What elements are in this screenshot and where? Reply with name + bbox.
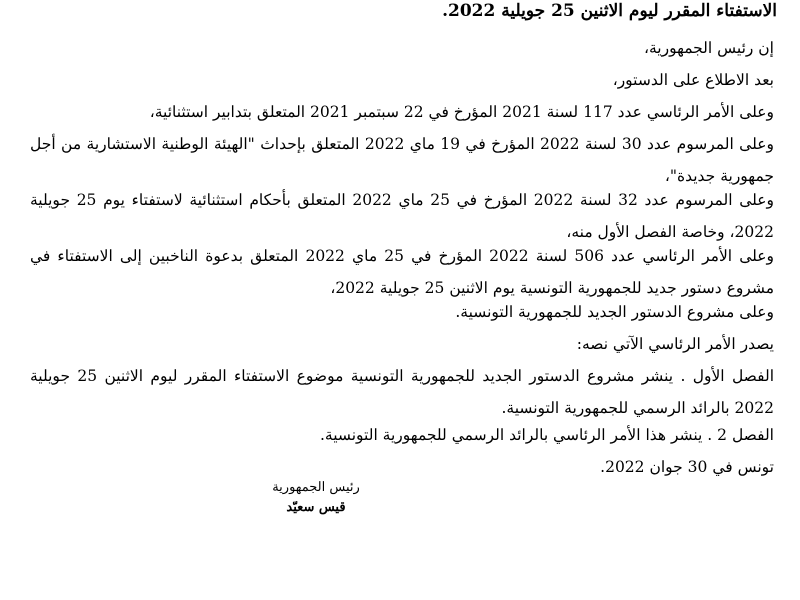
enactment-clause: يصدر الأمر الرئاسي الآتي نصه: xyxy=(576,335,774,353)
preamble-order-117: وعلى الأمر الرئاسي عدد 117 لسنة 2021 المؤرخ في 22 سبتمبر 2021 المتعلق بتدابير استثنائية، xyxy=(149,103,774,121)
signature-title: رئيس الجمهورية xyxy=(272,480,360,495)
signature-name: قيس سعيّد xyxy=(286,500,346,515)
preamble-president: إن رئيس الجمهورية، xyxy=(643,39,774,57)
place-and-date: تونس في 30 جوان 2022. xyxy=(600,458,774,476)
decree-heading: الاستفتاء المقرر ليوم الاثنين 25 جويلية 2022. xyxy=(442,1,777,21)
preamble-decree-30: وعلى المرسوم عدد 30 لسنة 2022 المؤرخ في 19 ماي 2022 المتعلق بإحداث "الهيئة الوطنية الاستشارية من أجل جمهورية جديدة"، xyxy=(30,135,774,185)
preamble-draft-constitution: وعلى مشروع الدستور الجديد للجمهورية التونسية. xyxy=(455,303,774,321)
article-2: الفصل 2 . ينشر هذا الأمر الرئاسي بالرائد الرسمي للجمهورية التونسية. xyxy=(319,426,774,444)
preamble-decree-32: وعلى المرسوم عدد 32 لسنة 2022 المؤرخ في 25 ماي 2022 المتعلق بأحكام استثنائية لاستفتاء يوم 25 جويلية 2022، وخاصة الفصل الأول منه، xyxy=(30,191,774,241)
preamble-constitution: بعد الاطلاع على الدستور، xyxy=(612,71,774,89)
article-1: الفصل الأول . ينشر مشروع الدستور الجديد للجمهورية التونسية موضوع الاستفتاء المقرر ليوم الاثنين 25 جويلية 2022 بالرائد الرسمي للجمهورية التونسية. xyxy=(30,367,774,417)
preamble-order-506: وعلى الأمر الرئاسي عدد 506 لسنة 2022 المؤرخ في 25 ماي 2022 المتعلق بدعوة الناخبين إلى الاستفتاء في مشروع دستور جديد للجمهورية التونسية يوم الاثنين 25 جويلية 2022، xyxy=(30,247,774,297)
